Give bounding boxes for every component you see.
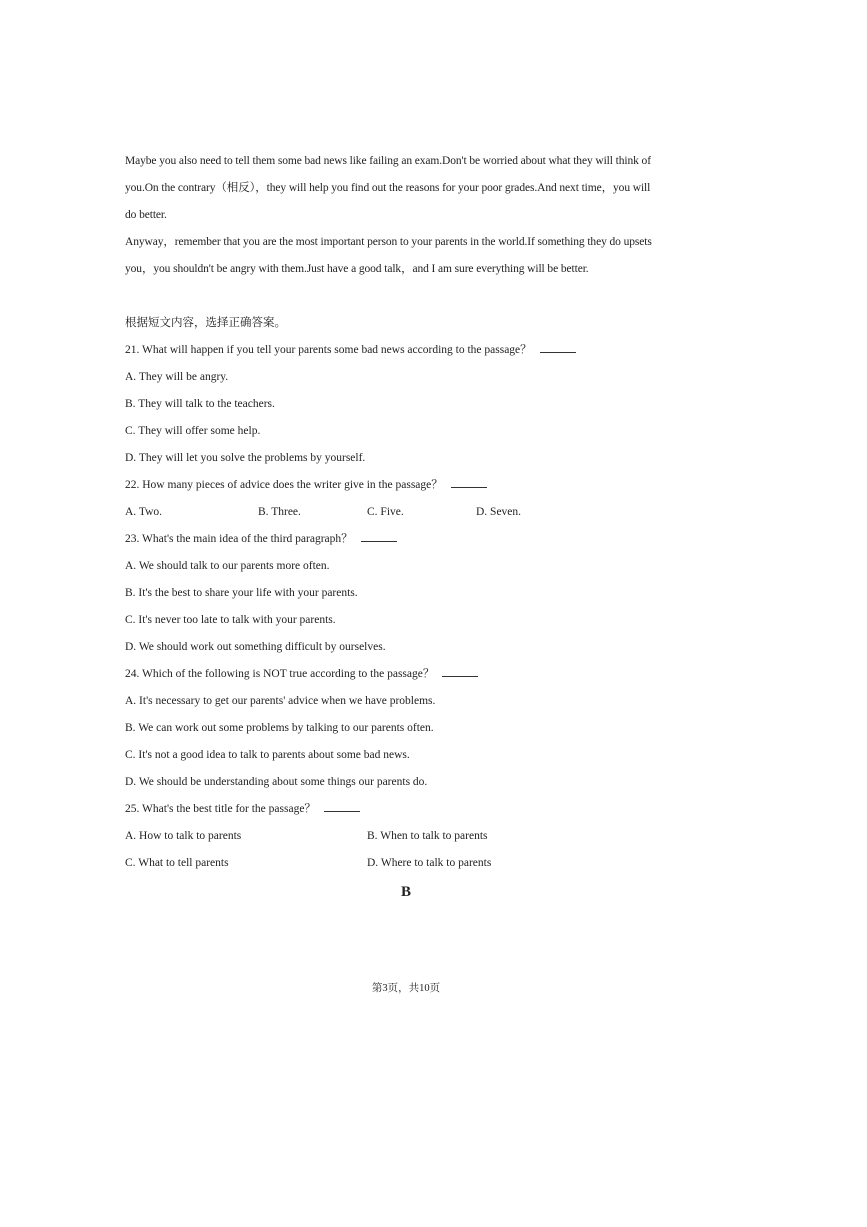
question-22-option-b: B. Three.	[258, 506, 301, 518]
section-heading: B	[400, 884, 411, 900]
answer-blank	[540, 343, 576, 353]
passage-paragraph-2	[125, 229, 695, 283]
question-25-options-row-2	[125, 850, 695, 877]
question-21-option-b: B. They will talk to the teachers.	[125, 398, 275, 410]
instruction-text: 根据短文内容，选择正确答案。	[125, 317, 286, 329]
question-22-option-d: D. Seven.	[476, 506, 522, 518]
question-24-stem	[125, 661, 695, 688]
question-stem-text: 21. What will happen if you tell your parents some bad news according to the passage？	[125, 344, 532, 356]
passage-line: you，you shouldn't be angry with them.Just have a good talk，and I am sure everything will be better.	[125, 263, 589, 275]
answer-blank	[324, 802, 360, 812]
question-stem-text: 23. What's the main idea of the third paragraph？	[125, 533, 353, 545]
question-24-option-a: A. It's necessary to get our parents' advice when we have problems.	[125, 695, 436, 707]
question-21-option-c: C. They will offer some help.	[125, 425, 261, 437]
question-23-stem	[125, 526, 695, 553]
question-22-stem	[125, 472, 695, 499]
question-24-option-b: B. We can work out some problems by talking to our parents often.	[125, 722, 434, 734]
question-22-option-a: A. Two.	[125, 506, 162, 518]
question-25-option-b: B. When to talk to parents	[367, 830, 488, 842]
question-23-option-a: A. We should talk to our parents more often.	[125, 560, 330, 572]
question-25-stem	[125, 796, 695, 823]
passage-line: you.On the contrary（相反），they will help you find out the reasons for your poor grades.And next time，you will	[125, 182, 651, 194]
passage-paragraph-1	[125, 148, 695, 229]
question-21-stem	[125, 337, 695, 364]
passage-line: Anyway，remember that you are the most important person to your parents in the world.If something they do upsets	[125, 236, 652, 248]
question-25-option-c: C. What to tell parents	[125, 857, 229, 869]
question-23-option-b: B. It's the best to share your life with your parents.	[125, 587, 358, 599]
question-stem-text: 24. Which of the following is NOT true according to the passage？	[125, 668, 435, 680]
question-25-options-row-1	[125, 823, 695, 850]
passage-line: Maybe you also need to tell them some bad news like failing an exam.Don't be worried about what they will think of	[125, 155, 651, 167]
question-21-option-a: A. They will be angry.	[125, 371, 229, 383]
question-21-option-d: D. They will let you solve the problems by yourself.	[125, 452, 366, 464]
question-23-option-c: C. It's never too late to talk with your parents.	[125, 614, 336, 626]
passage-line: do better.	[125, 209, 167, 221]
question-22-option-c: C. Five.	[367, 506, 404, 518]
question-23-option-d: D. We should work out something difficult by ourselves.	[125, 641, 386, 653]
question-22-options	[125, 499, 695, 526]
question-24-option-d: D. We should be understanding about some things our parents do.	[125, 776, 428, 788]
page-footer: 第3页，共10页	[371, 983, 441, 994]
answer-blank	[451, 478, 487, 488]
page-content	[125, 148, 695, 877]
question-25-option-d: D. Where to talk to parents	[367, 857, 492, 869]
question-stem-text: 25. What's the best title for the passage？	[125, 803, 316, 815]
question-stem-text: 22. How many pieces of advice does the writer give in the passage？	[125, 479, 443, 491]
question-25-option-a: A. How to talk to parents	[125, 830, 242, 842]
answer-blank	[361, 532, 397, 542]
answer-blank	[442, 667, 478, 677]
question-24-option-c: C. It's not a good idea to talk to parents about some bad news.	[125, 749, 410, 761]
